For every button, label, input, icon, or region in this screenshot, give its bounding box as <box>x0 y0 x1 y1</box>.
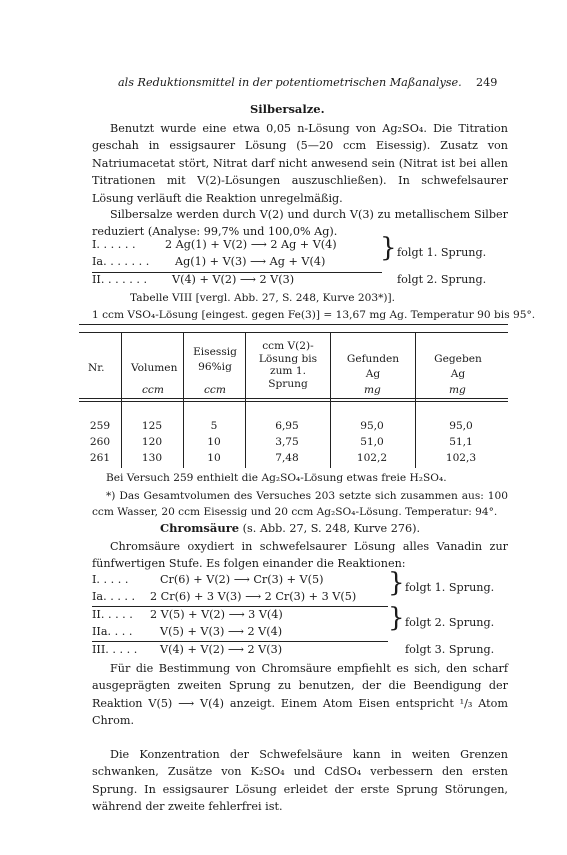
table-subcaption: 1 ccm VSO₄-Lösung [eingest. gegen Fe(3)] = 13,67 mg Ag. Temperatur 90 bis 95°. <box>92 309 536 321</box>
silber-paragraph-1-text: Benutzt wurde eine etwa 0,05 n-Lösung von Ag₂SO₄. Die Titration geschah in essigsaurer Lösung (5—20 ccm Eisessig). Zusatz von Natriumacetat stört, Nitrat darf nicht anwesend sein (Nitrat ist bei allen Titrationen mit V(2)-Lösungen auszuschließen). In schwefelsaurer Lösung verläuft die Reaktion unregelmäßig. <box>92 122 508 205</box>
table-top-rule <box>79 324 508 325</box>
table-unit-eisessig: ccm <box>204 384 226 396</box>
silber-reaction-1: 2 Ag(1) + V(2) ⟶ 2 Ag + V(4) <box>165 238 337 251</box>
chrom-jump-3: folgt 3. Sprung. <box>405 643 495 656</box>
table-unit-gegeben: mg <box>449 384 466 396</box>
silber-paragraph-1 <box>92 120 508 207</box>
chrom-brace-2: } <box>388 603 405 633</box>
chrom-reaction-2a: V(5) + V(3) ⟶ 2 V(4) <box>160 625 283 638</box>
table-header-v2: ccm V(2)-Lösung bis zum 1. Sprung <box>258 340 318 390</box>
running-header: als Reduktionsmittel in der potentiometrischen Maßanalyse. <box>118 76 462 89</box>
table-cell: 130 <box>141 452 163 464</box>
table-header-volumen: Volumen <box>131 362 178 374</box>
chrom-paragraph-1-text: Chromsäure oxydiert in schwefelsaurer Lösung alles Vanadin zur fünfwertigen Stufe. Es folgen einander die Reaktionen: <box>92 540 508 571</box>
table-col-sep <box>415 332 416 468</box>
chrom-reaction-3-label: III. . . . . <box>92 643 138 656</box>
table-unit-volumen: ccm <box>142 384 164 396</box>
table-cell: 7,48 <box>275 452 299 464</box>
chrom-title-ref: (s. Abb. 27, S. 248, Kurve 276). <box>242 522 421 535</box>
page-number: 249 <box>476 76 498 89</box>
chrom-rule-2 <box>92 641 388 642</box>
section-title-chrom: Chromsäure <box>160 521 240 535</box>
chrom-reaction-2a-label: IIa. . . . <box>92 625 133 638</box>
silber-paragraph-2 <box>92 206 508 241</box>
chrom-reaction-1-label: I. . . . . <box>92 573 129 586</box>
table-header-eisessig: Eisessig 96%ig <box>193 346 237 373</box>
section-title-silber: Silbersalze. <box>250 102 325 116</box>
table-header-gegeben: Gegeben Ag <box>434 353 482 380</box>
table-cell: 10 <box>207 436 221 448</box>
silber-jump-2: folgt 2. Sprung. <box>397 273 487 286</box>
table-cell: 95,0 <box>449 420 473 432</box>
chrom-paragraph-2 <box>92 660 508 730</box>
chrom-brace-1: } <box>388 568 405 598</box>
table-cell: 6,95 <box>275 420 299 432</box>
table-cell: 259 <box>89 420 111 432</box>
chrom-paragraph-3 <box>92 746 508 816</box>
table-cell: 51,0 <box>360 436 384 448</box>
table-head-rule <box>79 332 508 333</box>
chrom-paragraph-2-text: Für die Bestimmung von Chromsäure empfiehlt es sich, den scharf ausgeprägten zweiten Sprung zu benutzen, der die Beendigung der Reaktion V(5) ⟶ V(4) anzeigt. Einem Atom Eisen entspricht ¹/₃ Atom Chrom. <box>92 662 508 728</box>
table-cell: 51,1 <box>449 436 473 448</box>
table-cell: 102,2 <box>356 452 388 464</box>
silber-reaction-2: V(4) + V(2) ⟶ 2 V(3) <box>172 273 295 286</box>
table-cell: 3,75 <box>275 436 299 448</box>
silber-paragraph-2-text: Silbersalze werden durch V(2) und durch V(3) zu metallischem Silber reduziert (Analyse: 99,7% und 100,0% Ag). <box>92 208 508 239</box>
chrom-jump-1: folgt 1. Sprung. <box>405 581 495 594</box>
table-cell: 260 <box>89 436 111 448</box>
silber-brace: } <box>380 233 397 263</box>
chrom-reaction-1a-label: Ia. . . . . <box>92 590 136 603</box>
table-col-sep <box>245 332 246 468</box>
table-cell: 5 <box>210 420 218 432</box>
table-units-rule <box>79 398 508 399</box>
chrom-reaction-2: 2 V(5) + V(2) ⟶ 3 V(4) <box>150 608 283 621</box>
chrom-rule-1 <box>92 606 388 607</box>
chrom-reaction-1: Cr(6) + V(2) ⟶ Cr(3) + V(5) <box>160 573 324 586</box>
table-cell: 102,3 <box>445 452 477 464</box>
silber-reaction-1a-label: Ia. . . . . . . <box>92 255 150 268</box>
table-cell: 10 <box>207 452 221 464</box>
chrom-paragraph-3-text: Die Konzentration der Schwefelsäure kann in weiten Grenzen schwanken, Zusätze von K₂SO₄ und CdSO₄ verbessern den ersten Sprung. In essigsaurer Lösung erleidet der erste Sprung Störungen, während der zweite fehlerfrei ist. <box>92 748 508 814</box>
table-note-1: Bei Versuch 259 enthielt die Ag₂SO₄-Lösung etwas freie H₂SO₄. <box>106 472 447 484</box>
chrom-reaction-2-label: II. . . . . <box>92 608 133 621</box>
chrom-reaction-1a: 2 Cr(6) + 3 V(3) ⟶ 2 Cr(3) + 3 V(5) <box>150 590 357 603</box>
silber-reaction-1-label: I. . . . . . <box>92 238 136 251</box>
table-header-gefunden: Gefunden Ag <box>346 353 400 380</box>
table-header-nr: Nr. <box>88 362 105 374</box>
table-cell: 120 <box>141 436 163 448</box>
chrom-reaction-3: V(4) + V(2) ⟶ 2 V(3) <box>160 643 283 656</box>
table-col-sep <box>330 332 331 468</box>
silber-jump-1: folgt 1. Sprung. <box>397 246 487 259</box>
silber-reaction-2-label: II. . . . . . . <box>92 273 148 286</box>
table-caption: Tabelle VIII [vergl. Abb. 27, S. 248, Kurve 203*)]. <box>130 292 396 304</box>
table-note-2: *) Das Gesamtvolumen des Versuches 203 setzte sich zusammen aus: 100 ccm Wasser, 20 ccm Eisessig und 20 ccm Ag₂SO₄-Lösung. Temperatur: 94°. <box>92 490 508 518</box>
chrom-paragraph-1 <box>92 538 508 573</box>
table-units-rule-2 <box>79 401 508 402</box>
chrom-heading <box>160 521 420 535</box>
table-cell: 261 <box>89 452 111 464</box>
table-unit-gefunden: mg <box>364 384 381 396</box>
table-cell: 125 <box>141 420 163 432</box>
silber-reaction-1a: Ag(1) + V(3) ⟶ Ag + V(4) <box>175 255 326 268</box>
table-cell: 95,0 <box>360 420 384 432</box>
chrom-jump-2: folgt 2. Sprung. <box>405 616 495 629</box>
